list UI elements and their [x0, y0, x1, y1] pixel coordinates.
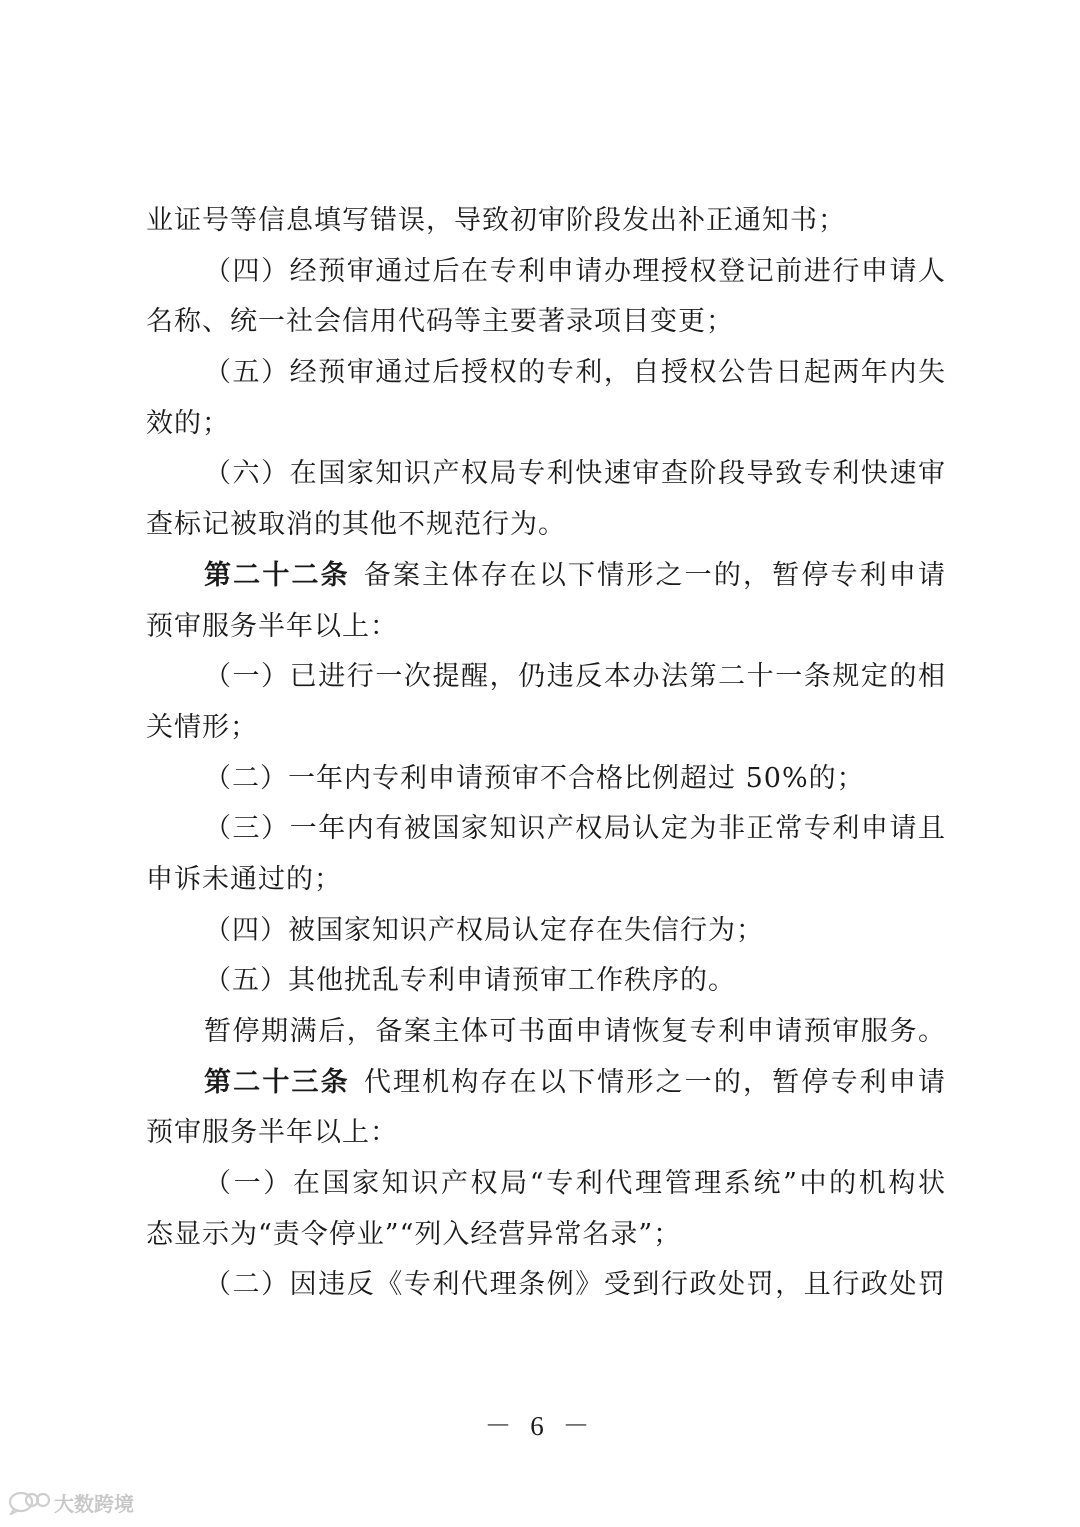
- text-line: 关情形；: [146, 711, 258, 743]
- text-line: 查标记被取消的其他不规范行为。: [146, 509, 566, 541]
- text-line: 业证号等信息填写错误，导致初审阶段发出补正通知书；: [146, 205, 846, 236]
- text-line: 名称、统一社会信用代码等主要著录项目变更；: [146, 306, 734, 338]
- article-heading-line: 第二十三条 代理机构存在以下情形之一的，暂停专利申请: [204, 1066, 947, 1098]
- text-line: 效的；: [146, 407, 230, 439]
- text-line: （五）经预审通过后授权的专利，自授权公告日起两年内失: [204, 357, 946, 389]
- article-number: 第二十二条: [204, 559, 350, 591]
- text-line: （六）在国家知识产权局专利快速审查阶段导致专利快速审: [204, 458, 946, 490]
- text-line: 暂停期满后，备案主体可书面申请恢复专利申请预审服务。: [204, 1016, 946, 1047]
- text-line: （五）其他扰乱专利申请预审工作秩序的。: [204, 965, 736, 997]
- text-line: 预审服务半年以上：: [146, 1117, 398, 1149]
- text-line: 态显示为“责令停业”“列入经营异常名录”；: [146, 1218, 682, 1250]
- watermark: [8, 1486, 134, 1518]
- text-line: （二）一年内专利申请预审不合格比例超过 50%的；: [204, 762, 865, 794]
- document-body: [146, 196, 946, 1311]
- article-number: 第二十三条: [204, 1066, 350, 1098]
- text-line: （一）在国家知识产权局“专利代理管理系统”中的机构状: [204, 1168, 946, 1200]
- text-line: （三）一年内有被国家知识产权局认定为非正常专利申请且: [204, 813, 946, 845]
- text-line: （四）被国家知识产权局认定存在失信行为；: [204, 914, 764, 946]
- watermark-text: 大数跨境: [54, 1491, 134, 1516]
- text-line: 预审服务半年以上：: [146, 610, 398, 642]
- text-line: （四）经预审通过后在专利申请办理授权登记前进行申请人: [204, 255, 946, 287]
- article-heading-line: 第二十二条 备案主体存在以下情形之一的，暂停专利申请: [204, 559, 947, 591]
- page-number: － 6 －: [484, 1411, 596, 1441]
- text-line: （二）因违反《专利代理条例》受到行政处罚，且行政处罚: [204, 1269, 946, 1301]
- text-line: 申诉未通过的；: [146, 863, 342, 895]
- text-line: （一）已进行一次提醒，仍违反本办法第二十一条规定的相: [204, 661, 946, 693]
- chat-bubble-logo-icon: [8, 1489, 52, 1515]
